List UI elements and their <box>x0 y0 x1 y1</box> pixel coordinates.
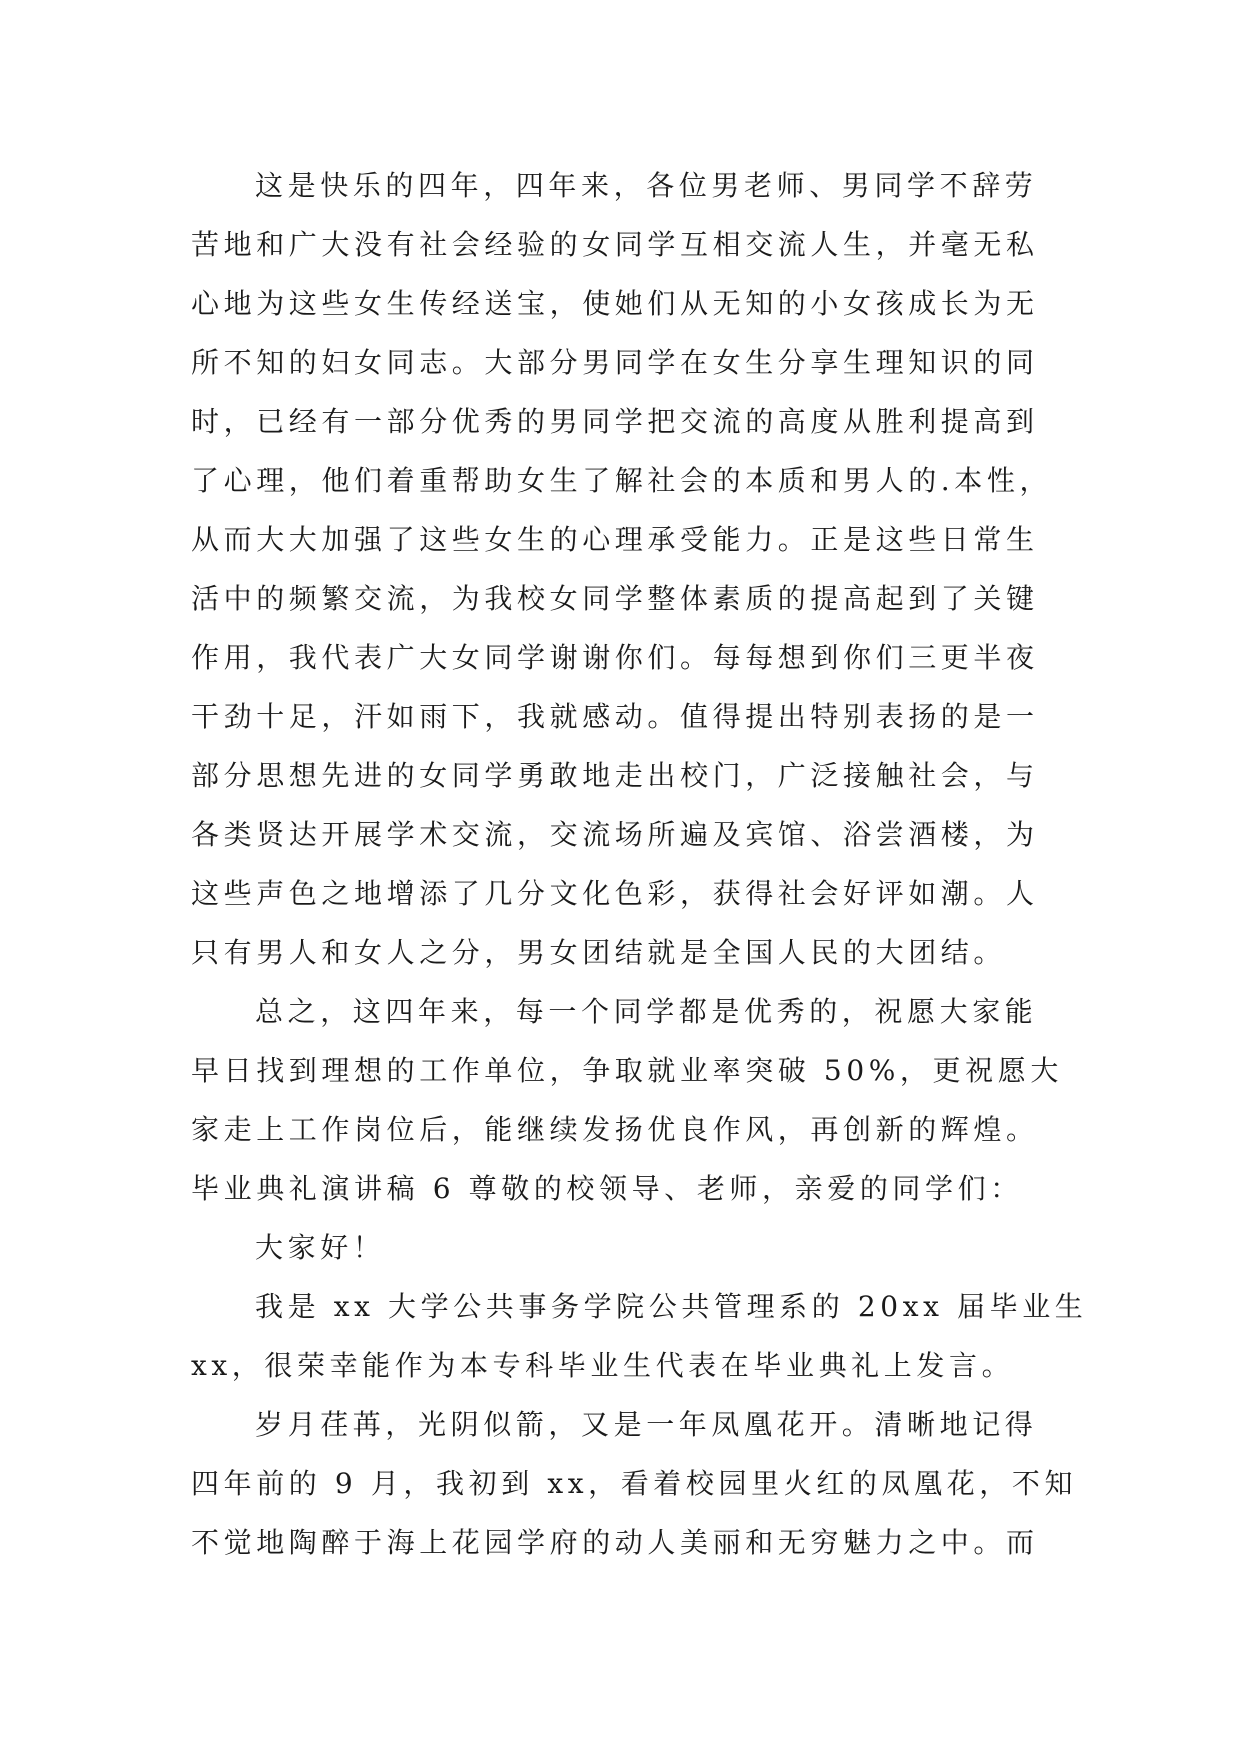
text-line: 作用，我代表广大女同学谢谢你们。每每想到你们三更半夜 <box>191 641 1039 674</box>
text-line: 所不知的妇女同志。大部分男同学在女生分享生理知识的同 <box>191 346 1039 379</box>
text-line: 总之，这四年来，每一个同学都是优秀的，祝愿大家能 <box>255 995 1038 1028</box>
text-line: 岁月荏苒，光阴似箭，又是一年凤凰花开。清晰地记得 <box>255 1408 1038 1441</box>
text-line: 苦地和广大没有社会经验的女同学互相交流人生，并毫无私 <box>191 228 1039 261</box>
text-line: 大家好！ <box>255 1231 386 1264</box>
text-line: 活中的频繁交流，为我校女同学整体素质的提高起到了关键 <box>191 582 1039 615</box>
text-line: 各类贤达开展学术交流，交流场所遍及宾馆、浴尝酒楼，为 <box>191 818 1039 851</box>
text-line: 了心理，他们着重帮助女生了解社会的本质和男人的.本性， <box>191 464 1053 497</box>
text-line: 我是 xx 大学公共事务学院公共管理系的 20xx 届毕业生 <box>255 1290 1088 1323</box>
text-line: 时，已经有一部分优秀的男同学把交流的高度从胜利提高到 <box>191 405 1039 438</box>
text-line: 这些声色之地增添了几分文化色彩，获得社会好评如潮。人 <box>191 877 1039 910</box>
text-line: 这是快乐的四年，四年来，各位男老师、男同学不辞劳 <box>255 169 1038 202</box>
text-line: 心地为这些女生传经送宝，使她们从无知的小女孩成长为无 <box>191 287 1039 320</box>
document-body <box>191 156 1088 1572</box>
text-line: 四年前的 9 月，我初到 xx，看着校园里火红的凤凰花，不知 <box>191 1467 1078 1500</box>
text-line: 家走上工作岗位后，能继续发扬优良作风，再创新的辉煌。 <box>191 1113 1039 1146</box>
text-line: 毕业典礼演讲稿 6 尊敬的校领导、老师，亲爱的同学们： <box>191 1172 1023 1205</box>
text-line: 只有男人和女人之分，男女团结就是全国人民的大团结。 <box>191 936 1007 969</box>
text-line: xx，很荣幸能作为本专科毕业生代表在毕业典礼上发言。 <box>191 1349 1015 1382</box>
text-line: 部分思想先进的女同学勇敢地走出校门，广泛接触社会，与 <box>191 759 1039 792</box>
text-line: 干劲十足，汗如雨下，我就感动。值得提出特别表扬的是一 <box>191 700 1039 733</box>
text-line: 从而大大加强了这些女生的心理承受能力。正是这些日常生 <box>191 523 1039 556</box>
text-line: 不觉地陶醉于海上花园学府的动人美丽和无穷魅力之中。而 <box>191 1526 1039 1559</box>
text-line: 早日找到理想的工作单位，争取就业率突破 50%，更祝愿大 <box>191 1054 1063 1087</box>
